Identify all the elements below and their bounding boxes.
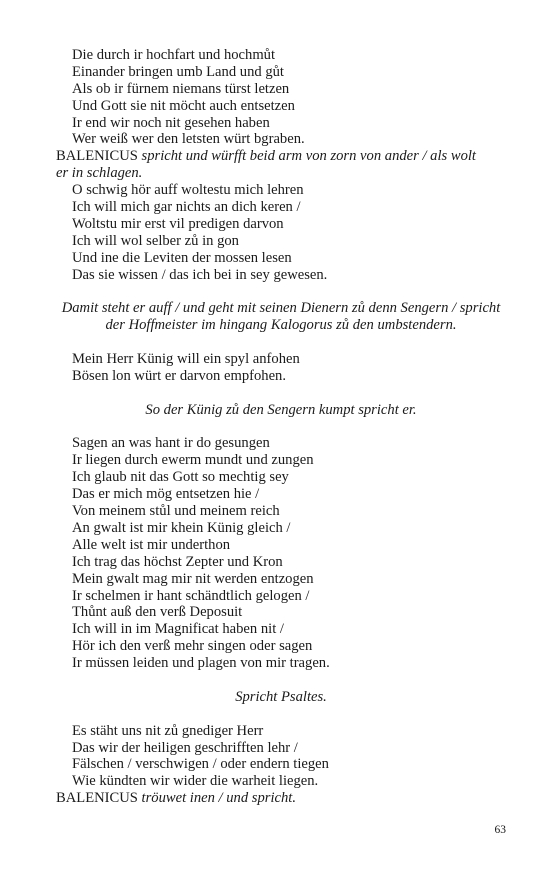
verse-line: Ich will in im Magnificat haben nit / — [72, 621, 284, 638]
verse-line: Ir schelmen ir hant schändtlich gelogen / — [72, 587, 310, 604]
page-text — [56, 47, 506, 807]
verse-line: Es stäht uns nit zů gnediger Herr — [72, 722, 264, 739]
speaker-heading-1 — [56, 148, 506, 182]
verse-line: Ich trag das höchst Zepter und Kron — [72, 553, 283, 570]
verse-line: Hör ich den verß mehr singen oder sagen — [72, 638, 313, 655]
verse-line: Von meinem stůl und meinem reich — [72, 503, 280, 520]
verse-block-5 — [56, 723, 506, 791]
verse-line: Einander bringen umb Land und gůt — [72, 63, 284, 80]
verse-line: O schwig hör auff woltestu mich lehren — [72, 182, 304, 199]
verse-line: Ir end wir noch nit gesehen haben — [72, 114, 270, 131]
verse-line: Ich will wol selber zů in gon — [72, 232, 239, 249]
verse-line: Ir müssen leiden und plagen von mir tragen. — [72, 655, 330, 672]
verse-line: Das er mich mög entsetzen hie / — [72, 486, 260, 503]
verse-line: Wie kündten wir wider die warheit liegen. — [72, 773, 319, 790]
verse-line: Als ob ir fürnem niemans türst letzen — [72, 80, 290, 97]
verse-line: Sagen an was hant ir do gesungen — [72, 435, 270, 452]
stage-direction-text: spricht und würfft beid arm von zorn von ander / als wolt — [137, 148, 476, 165]
stage-direction-line: der Hoffmeister im hingang Kalogorus zů den umbstendern. — [105, 317, 457, 334]
speaker-name: BALENICUS — [56, 790, 138, 807]
speaker-name: BALENICUS — [56, 148, 138, 165]
verse-block-2 — [56, 182, 506, 283]
verse-line: Fälschen / verschwigen / oder endern tiegen — [72, 756, 329, 773]
stage-direction-line: So der Künig zů den Sengern kumpt spricht er. — [145, 401, 417, 418]
stage-direction-2 — [56, 402, 506, 419]
stage-direction-text: er in schlagen. — [56, 165, 143, 182]
verse-line: Und Gott sie nit möcht auch entsetzen — [72, 97, 295, 114]
stage-direction-1 — [56, 300, 506, 334]
verse-line: Alle welt ist mir underthon — [72, 536, 231, 553]
stage-direction-line: Damit steht er auff / und geht mit seinen Dienern zů denn Sengern / spricht — [61, 300, 501, 317]
speaker-heading-2 — [56, 790, 506, 807]
stage-direction-line: Spricht Psaltes. — [235, 688, 327, 705]
verse-line: Mein gwalt mag mir nit werden entzogen — [72, 570, 314, 587]
verse-line: Die durch ir hochfart und hochmůt — [72, 47, 276, 63]
verse-line: Das sie wissen / das ich bei in sey gewesen. — [72, 266, 328, 283]
verse-line: Bösen lon würt er darvon empfohen. — [72, 367, 286, 384]
verse-line: Und ine die Leviten der mossen lesen — [72, 249, 292, 266]
verse-line: Ich will mich gar nichts an dich keren / — [72, 199, 301, 216]
verse-line: Thůnt auß den verß Deposuit — [72, 604, 243, 621]
verse-line: Mein Herr Künig will ein spyl anfohen — [72, 351, 300, 368]
verse-block-3 — [56, 351, 506, 385]
stage-direction-3 — [56, 689, 506, 706]
stage-direction-text: tröuwet inen / und spricht. — [137, 790, 296, 807]
verse-block-4 — [56, 435, 506, 671]
verse-line: Das wir der heiligen geschrifften lehr / — [72, 739, 298, 756]
verse-line: Ir liegen durch ewerm mundt und zungen — [72, 452, 314, 469]
verse-block-1 — [56, 47, 506, 148]
verse-line: Wer weiß wer den letsten würt bgraben. — [72, 131, 305, 148]
page-number: 63 — [494, 824, 506, 836]
verse-line: Woltstu mir erst vil predigen darvon — [72, 215, 284, 232]
verse-line: Ich glaub nit das Gott so mechtig sey — [72, 469, 289, 486]
verse-line: An gwalt ist mir khein Künig gleich / — [72, 519, 291, 536]
